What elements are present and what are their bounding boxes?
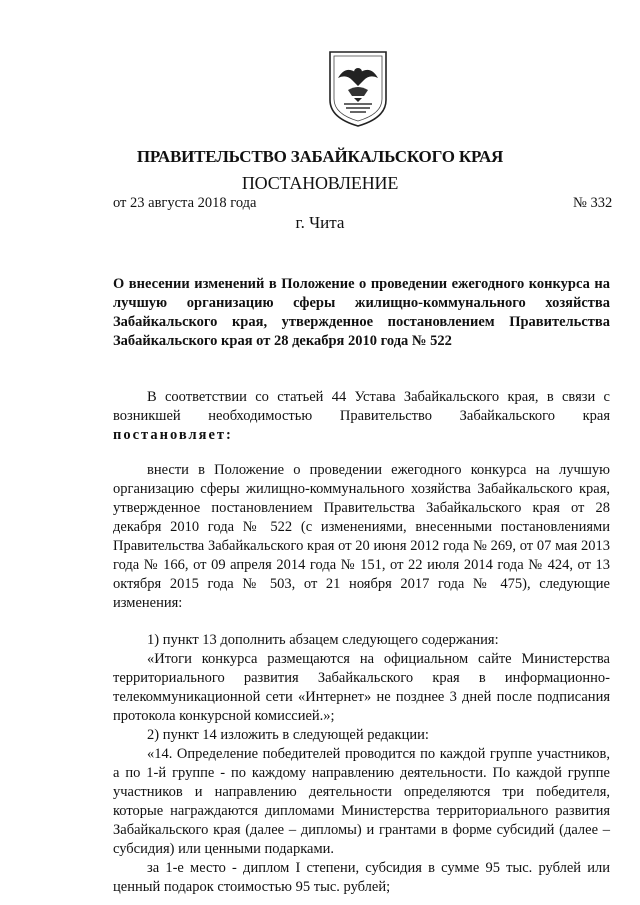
document-date: от 23 августа 2018 года: [113, 195, 257, 211]
item-1-quote-paragraph: «Итоги конкурса размещаются на официальном сайте Министерства территориального развития Забайкальского края в информационно-телекоммуникационной сети «Интернет» не позднее 3 дней после подписания протокола конкурсной комиссией.»;: [113, 651, 610, 724]
item-2-quote-paragraph: «14. Определение победителей проводится по каждой группе участников, а по 1-й группе - по каждому направлению деятельности. По каждой группе участников и направлению деятельности определяются три победителя, которые награждаются дипломами Министерства территориального развития Забайкальского края (далее – дипломы) и грантами в форме субсидий (далее – субсидия) или ценными подарками.: [113, 746, 610, 857]
item-2-paragraph: 2) пункт 14 изложить в следующей редакции:: [147, 727, 429, 743]
intro-paragraph: внести в Положение о проведении ежегодного конкурса на лучшую организацию сферы жилищно-коммунального хозяйства Забайкальского края, утвержденное постановлением Правительства Забайкальского края от 28 декабря 2010 года № 522 (с изменениями, внесенными постановлениями Правительства Забайкальского края от 20 июня 2012 года № 269, от 07 мая 2013 года № 166, от 09 апреля 2014 года № 151, от 22 июля 2014 года № 424, от 13 октября 2015 года № 503, от 21 ноября 2017 года № 475), следующие изменения:: [113, 462, 610, 611]
resolves-keyword: постановляет:: [113, 427, 233, 443]
document-number: № 332: [573, 195, 613, 211]
document-body: [113, 388, 610, 897]
document-title: О внесении изменений в Положение о проведении ежегодного конкурса на лучшую организацию сферы жилищно-коммунального хозяйства Забайкальского края, утвержденное постановлением Правительства Забайкальского края от 28 декабря 2010 года № 522: [113, 276, 610, 349]
preamble-paragraph: [113, 388, 610, 445]
coat-of-arms-icon: [326, 48, 390, 128]
first-place-paragraph: за 1-е место - диплом I степени, субсидия в сумме 95 тыс. рублей или ценный подарок стоимостью 95 тыс. рублей;: [113, 860, 610, 895]
document-type: ПОСТАНОВЛЕНИЕ: [241, 173, 399, 193]
document-city: г. Чита: [295, 213, 345, 232]
organization-name: ПРАВИТЕЛЬСТВО ЗАБАЙКАЛЬСКОГО КРАЯ: [136, 147, 504, 166]
preamble-text: В соответствии со статьей 44 Устава Забайкальского края, в связи с возникшей необходимостью Правительство Забайкальского края: [113, 389, 610, 424]
item-1-paragraph: 1) пункт 13 дополнить абзацем следующего содержания:: [147, 632, 499, 648]
